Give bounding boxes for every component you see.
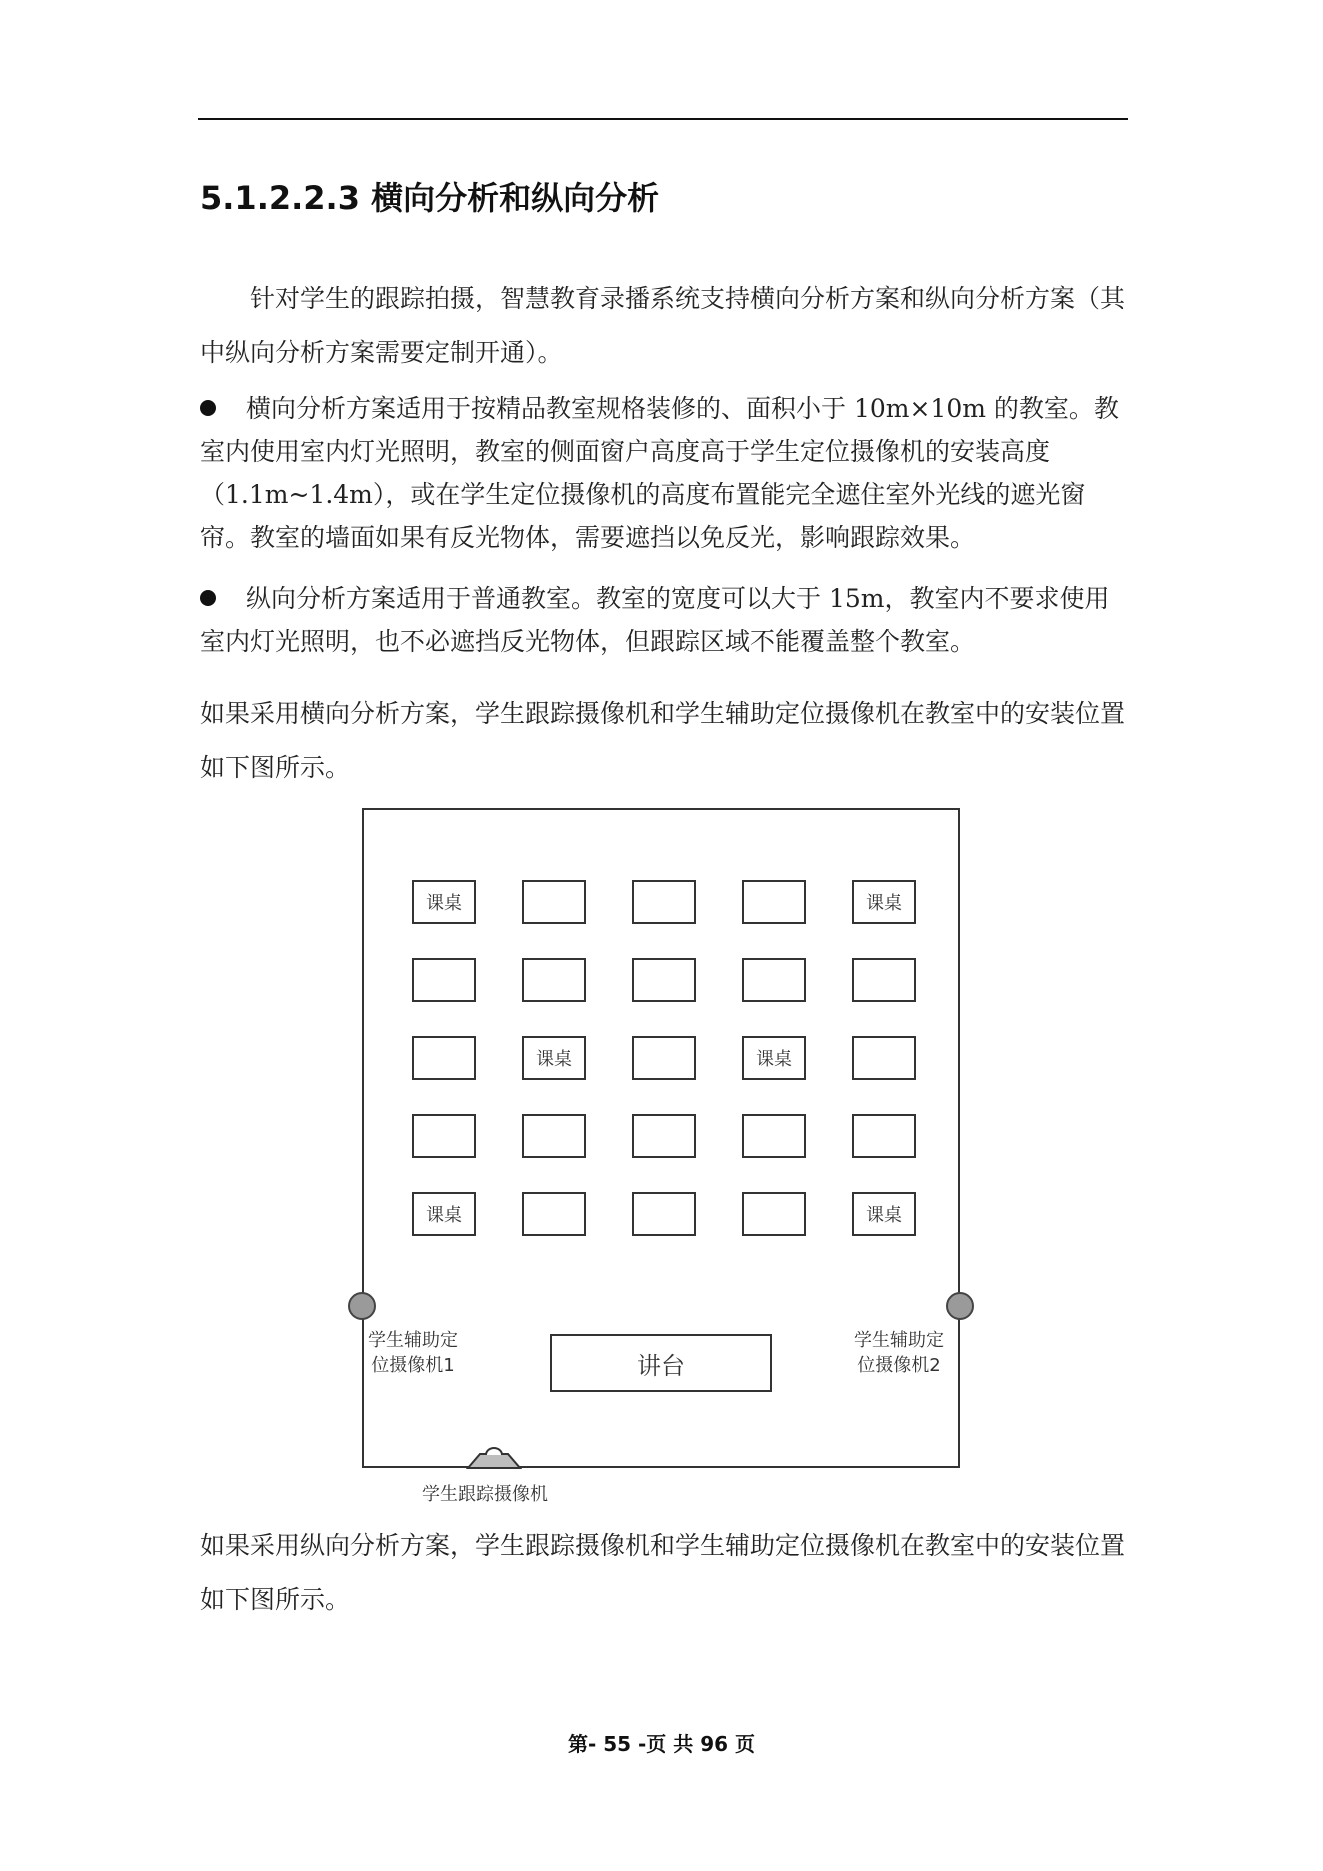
desk <box>632 1192 696 1236</box>
intro-paragraph: 针对学生的跟踪拍摄，智慧教育录播系统支持横向分析方案和纵向分析方案（其中纵向分析方案需要定制开通）。 <box>200 284 1126 367</box>
desk <box>852 1114 916 1158</box>
aux-camera-1-label <box>368 1328 458 1378</box>
desk <box>522 958 586 1002</box>
desk <box>522 1192 586 1236</box>
aux-camera-2-label-line1: 学生辅助定 <box>854 1330 944 1351</box>
desk <box>412 1036 476 1080</box>
bullet-horizontal <box>200 387 1128 559</box>
desk <box>632 958 696 1002</box>
desk <box>632 880 696 924</box>
section-heading: 5.1.2.2.3 横向分析和纵向分析 <box>200 179 660 217</box>
aux-camera-1-label-line2: 位摄像机1 <box>371 1355 455 1376</box>
desk <box>742 1192 806 1236</box>
desk <box>522 1114 586 1158</box>
desk: 课桌 <box>742 1036 806 1080</box>
desk: 课桌 <box>412 880 476 924</box>
desk <box>852 958 916 1002</box>
desk: 课桌 <box>852 1192 916 1236</box>
desk <box>632 1114 696 1158</box>
desk: 课桌 <box>522 1036 586 1080</box>
desk <box>412 1114 476 1158</box>
bullet-icon <box>200 400 216 416</box>
aux-camera-1-label-line1: 学生辅助定 <box>368 1330 458 1351</box>
bullet-icon <box>200 590 216 606</box>
desk: 课桌 <box>852 880 916 924</box>
aux-camera-2-label <box>854 1328 944 1378</box>
bullet-vertical <box>200 577 1128 663</box>
desk <box>742 1114 806 1158</box>
tracking-camera-icon <box>466 1446 522 1470</box>
bullet-horizontal-text: 横向分析方案适用于按精品教室规格装修的、面积小于 10m×10m 的教室。教室内使用室内灯光照明，教室的侧面窗户高度高于学生定位摄像机的安装高度（1.1m~1.4m），或在学生定位摄像机的高度布置能完全遮住室外光线的遮光窗帘。教室的墙面如果有反光物体，需要遮挡以免反光，影响跟踪效果。 <box>200 394 1119 552</box>
desk <box>632 1036 696 1080</box>
desk <box>522 880 586 924</box>
podium: 讲台 <box>550 1334 772 1392</box>
desk: 课桌 <box>412 1192 476 1236</box>
desk <box>742 958 806 1002</box>
bullet-vertical-text: 纵向分析方案适用于普通教室。教室的宽度可以大于 15m，教室内不要求使用室内灯光照明，也不必遮挡反光物体，但跟踪区域不能覆盖整个教室。 <box>200 584 1110 656</box>
desk <box>852 1036 916 1080</box>
tracking-camera-label: 学生跟踪摄像机 <box>422 1484 548 1505</box>
header-rule <box>198 118 1128 120</box>
vertical-scheme-paragraph: 如果采用纵向分析方案，学生跟踪摄像机和学生辅助定位摄像机在教室中的安装位置如下图所示。 <box>200 1531 1126 1614</box>
aux-camera-2-label-line2: 位摄像机2 <box>857 1355 941 1376</box>
page-footer: 第- 55 -页 共 96 页 <box>567 1732 756 1756</box>
desk <box>412 958 476 1002</box>
horizontal-scheme-paragraph: 如果采用横向分析方案，学生跟踪摄像机和学生辅助定位摄像机在教室中的安装位置如下图所示。 <box>200 699 1126 782</box>
classroom-layout-figure <box>362 808 962 1505</box>
aux-camera-1-icon <box>348 1292 376 1320</box>
aux-camera-2-icon <box>946 1292 974 1320</box>
desk <box>742 880 806 924</box>
